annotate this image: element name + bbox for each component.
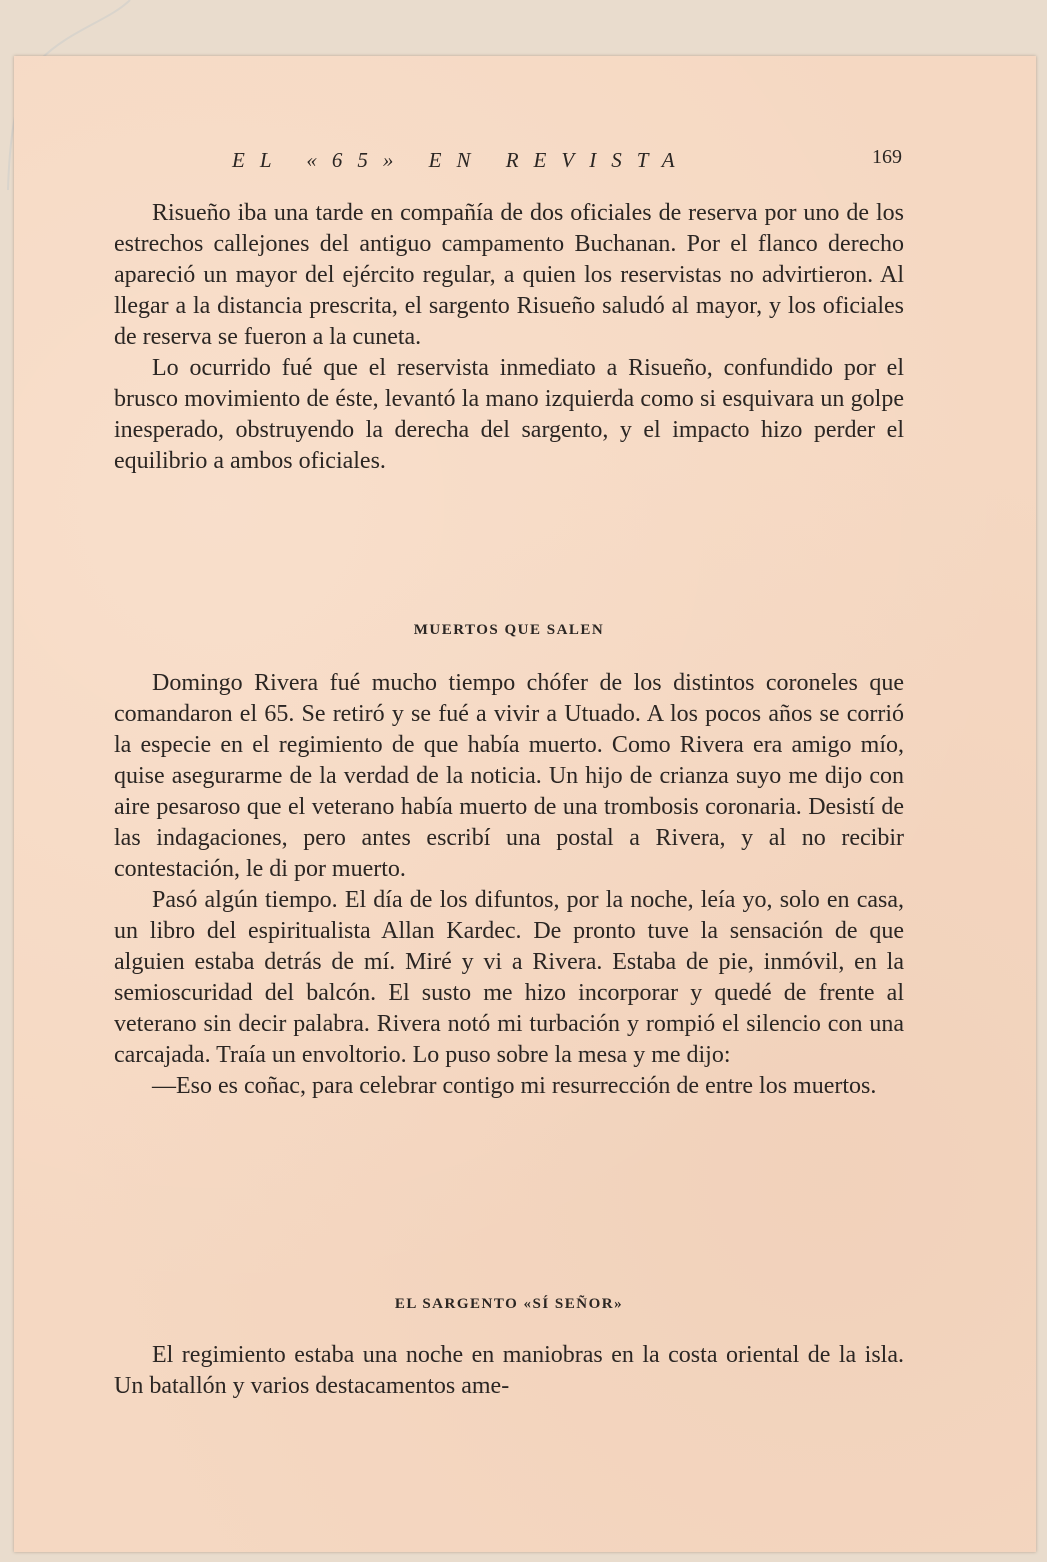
paragraph: —Eso es coñac, para celebrar contigo mi resurrección de entre los muertos. (152, 1073, 877, 1099)
section-el-sargento-si-senor (114, 1340, 904, 1402)
section-risueno (114, 198, 904, 477)
page-header (232, 148, 902, 174)
paragraph: Pasó algún tiempo. El día de los difuntos, por la noche, leía yo, solo en casa, un libro del espiritualista Allan Kardec. De pronto tuve la sensación de que alguien estaba detrás de mí. Miré y vi a Rivera. Estaba de pie, inmóvil, en la semioscuridad del balcón. El susto me hizo incorporar y quedé de frente al veterano sin decir palabra. Rivera notó mi turbación y rompió el silencio con una carcajada. Traía un envoltorio. Lo puso sobre la mesa y me dijo: (114, 887, 904, 1068)
book-page (14, 56, 1036, 1552)
running-title: EL «65» EN REVISTA (232, 148, 690, 172)
section-heading-muertos-que-salen: MUERTOS QUE SALEN (413, 622, 605, 638)
section-heading-el-sargento-si-senor: EL SARGENTO «SÍ SEÑOR» (394, 1296, 624, 1312)
paragraph: Domingo Rivera fué mucho tiempo chófer de los distintos coroneles que comandaron el 65. Se retiró y se fué a vivir a Utuado. A los pocos años se corrió la especie en el regimiento de que había muerto. Como Rivera era amigo mío, quise asegurarme de la verdad de la noticia. Un hijo de crianza suyo me dijo con aire pesaroso que el veterano había muerto de una trombosis coronaria. Desistí de las indagaciones, pero antes escribí una postal a Rivera, y al no recibir contestación, le di por muerto. (114, 670, 904, 882)
paragraph: Lo ocurrido fué que el reservista inmediato a Risueño, confundido por el brusco movimiento de éste, levantó la mano izquierda como si esquivara un golpe inesperado, obstruyendo la derecha del sargento, y el impacto hizo perder el equilibrio a ambos oficiales. (114, 355, 904, 474)
paragraph: Risueño iba una tarde en compañía de dos oficiales de reserva por uno de los estrechos callejones del antiguo campamento Buchanan. Por el flanco derecho apareció un mayor del ejército regular, a quien los reservistas no advirtieron. Al llegar a la distancia prescrita, el sargento Risueño saludó al mayor, y los oficiales de reserva se fueron a la cuneta. (114, 200, 904, 350)
page-number: 169 (872, 146, 902, 168)
section-muertos-que-salen (114, 668, 904, 1102)
paragraph: El regimiento estaba una noche en maniobras en la costa oriental de la isla. Un batallón y varios destacamentos ame- (114, 1342, 904, 1399)
